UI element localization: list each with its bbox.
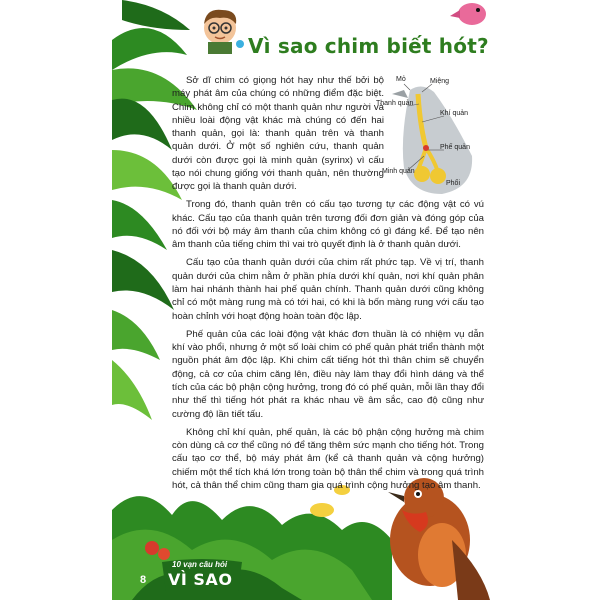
label-thanh-quan: Thanh quản (376, 100, 414, 107)
paragraph-4: Phế quản của các loài động vật khác đơn thuần là có nhiệm vụ dẫn khí vào phổi, nhưng ở một số loài chim có phế quản phát triển thành một nguồn phát âm độc lập. Khi chim cất tiếng hót thì thân chim sẽ chuyển động, cả cơ của chim căng lên, điều này làm thay đổi hình dáng và thể tích của các bộ phận cộng hưởng, trong đó có phế quản, mỗi lần thay đổi như thế thì tiếng hót phát ra khác nhau về âm sắc, cao độ cũng như cường độ lần tiết tấu. (172, 328, 484, 420)
label-phe-quan: Phế quản (440, 144, 470, 151)
paragraph-1: Sở dĩ chim có giọng hót hay như thế bởi bộ máy phát âm của chúng có những điểm đặc biệt. Chim không chỉ có một thanh quản như người và nhiều loài động vật khác mà chúng có đến hai thanh quản, gọi là: thanh quản trên và thanh quản dưới. Ở một số nghiên cứu, thanh quản dưới còn được gọi là minh quản (syrinx) vì cấu tạo nói chung giống với thanh quản, nên thường được gọi là thanh quản dưới. (172, 75, 384, 193)
label-minh-quan: Minh quản (382, 168, 415, 175)
label-phoi: Phổi (446, 180, 461, 187)
boy-character-illustration (192, 6, 250, 54)
paragraph-3: Cấu tạo của thanh quản dưới của chim rất phức tạp. Về vị trí, thanh quản dưới của chim nằm ở phần phía dưới khí quản, nơi khí quản phân làm hai nhánh thành hai phế quản chính. Thanh quản dưới cũng không chỉ có một màng rung mà có tới hai, có khi là bốn màng rung với cấu tạo hoàn chỉnh với hoạt động hoàn toàn độc lập. (172, 257, 484, 322)
label-khi-quan: Khí quản (440, 110, 469, 117)
label-mo: Mỏ (396, 76, 406, 83)
bird-anatomy-diagram (376, 76, 482, 196)
paragraph-5: Không chỉ khí quản, phế quản, là các bộ phận cộng hưởng mà chim còn dùng cả cơ thể cũng nó để tăng thêm sức mạnh cho tiếng hót. Trong cấu tạo cơ thể, bộ máy phát âm (kể cả thanh quản và cộng hưởng) chiếm một thể tích khá lớn trong toàn bộ thân thể chim và trong quá trình hót, cả thân thể chim cũng tham gia quá trình cộng hưởng tạo âm thanh. (172, 426, 484, 491)
page-number: 8 (140, 574, 147, 586)
pink-bird-icon (446, 0, 488, 30)
article-title: Vì sao chim biết hót? (248, 34, 489, 58)
label-mieng: Miệng (430, 78, 450, 85)
series-subtitle: 10 vạn câu hỏi (172, 560, 228, 569)
paragraph-2: Trong đó, thanh quản trên có cấu tạo tương tự các động vật có vú khác. Cấu tạo của thanh quản trên tương đối đơn giản và đóng góp của nó đối với bộ máy âm thanh của chim không có gì đáng kể. Để tạo nên âm thanh của tiếng chim thì vai trò quyết định là ở thanh quản dưới. (172, 199, 484, 251)
anatomy-drawing (382, 76, 482, 196)
series-title: VÌ SAO (168, 570, 233, 589)
